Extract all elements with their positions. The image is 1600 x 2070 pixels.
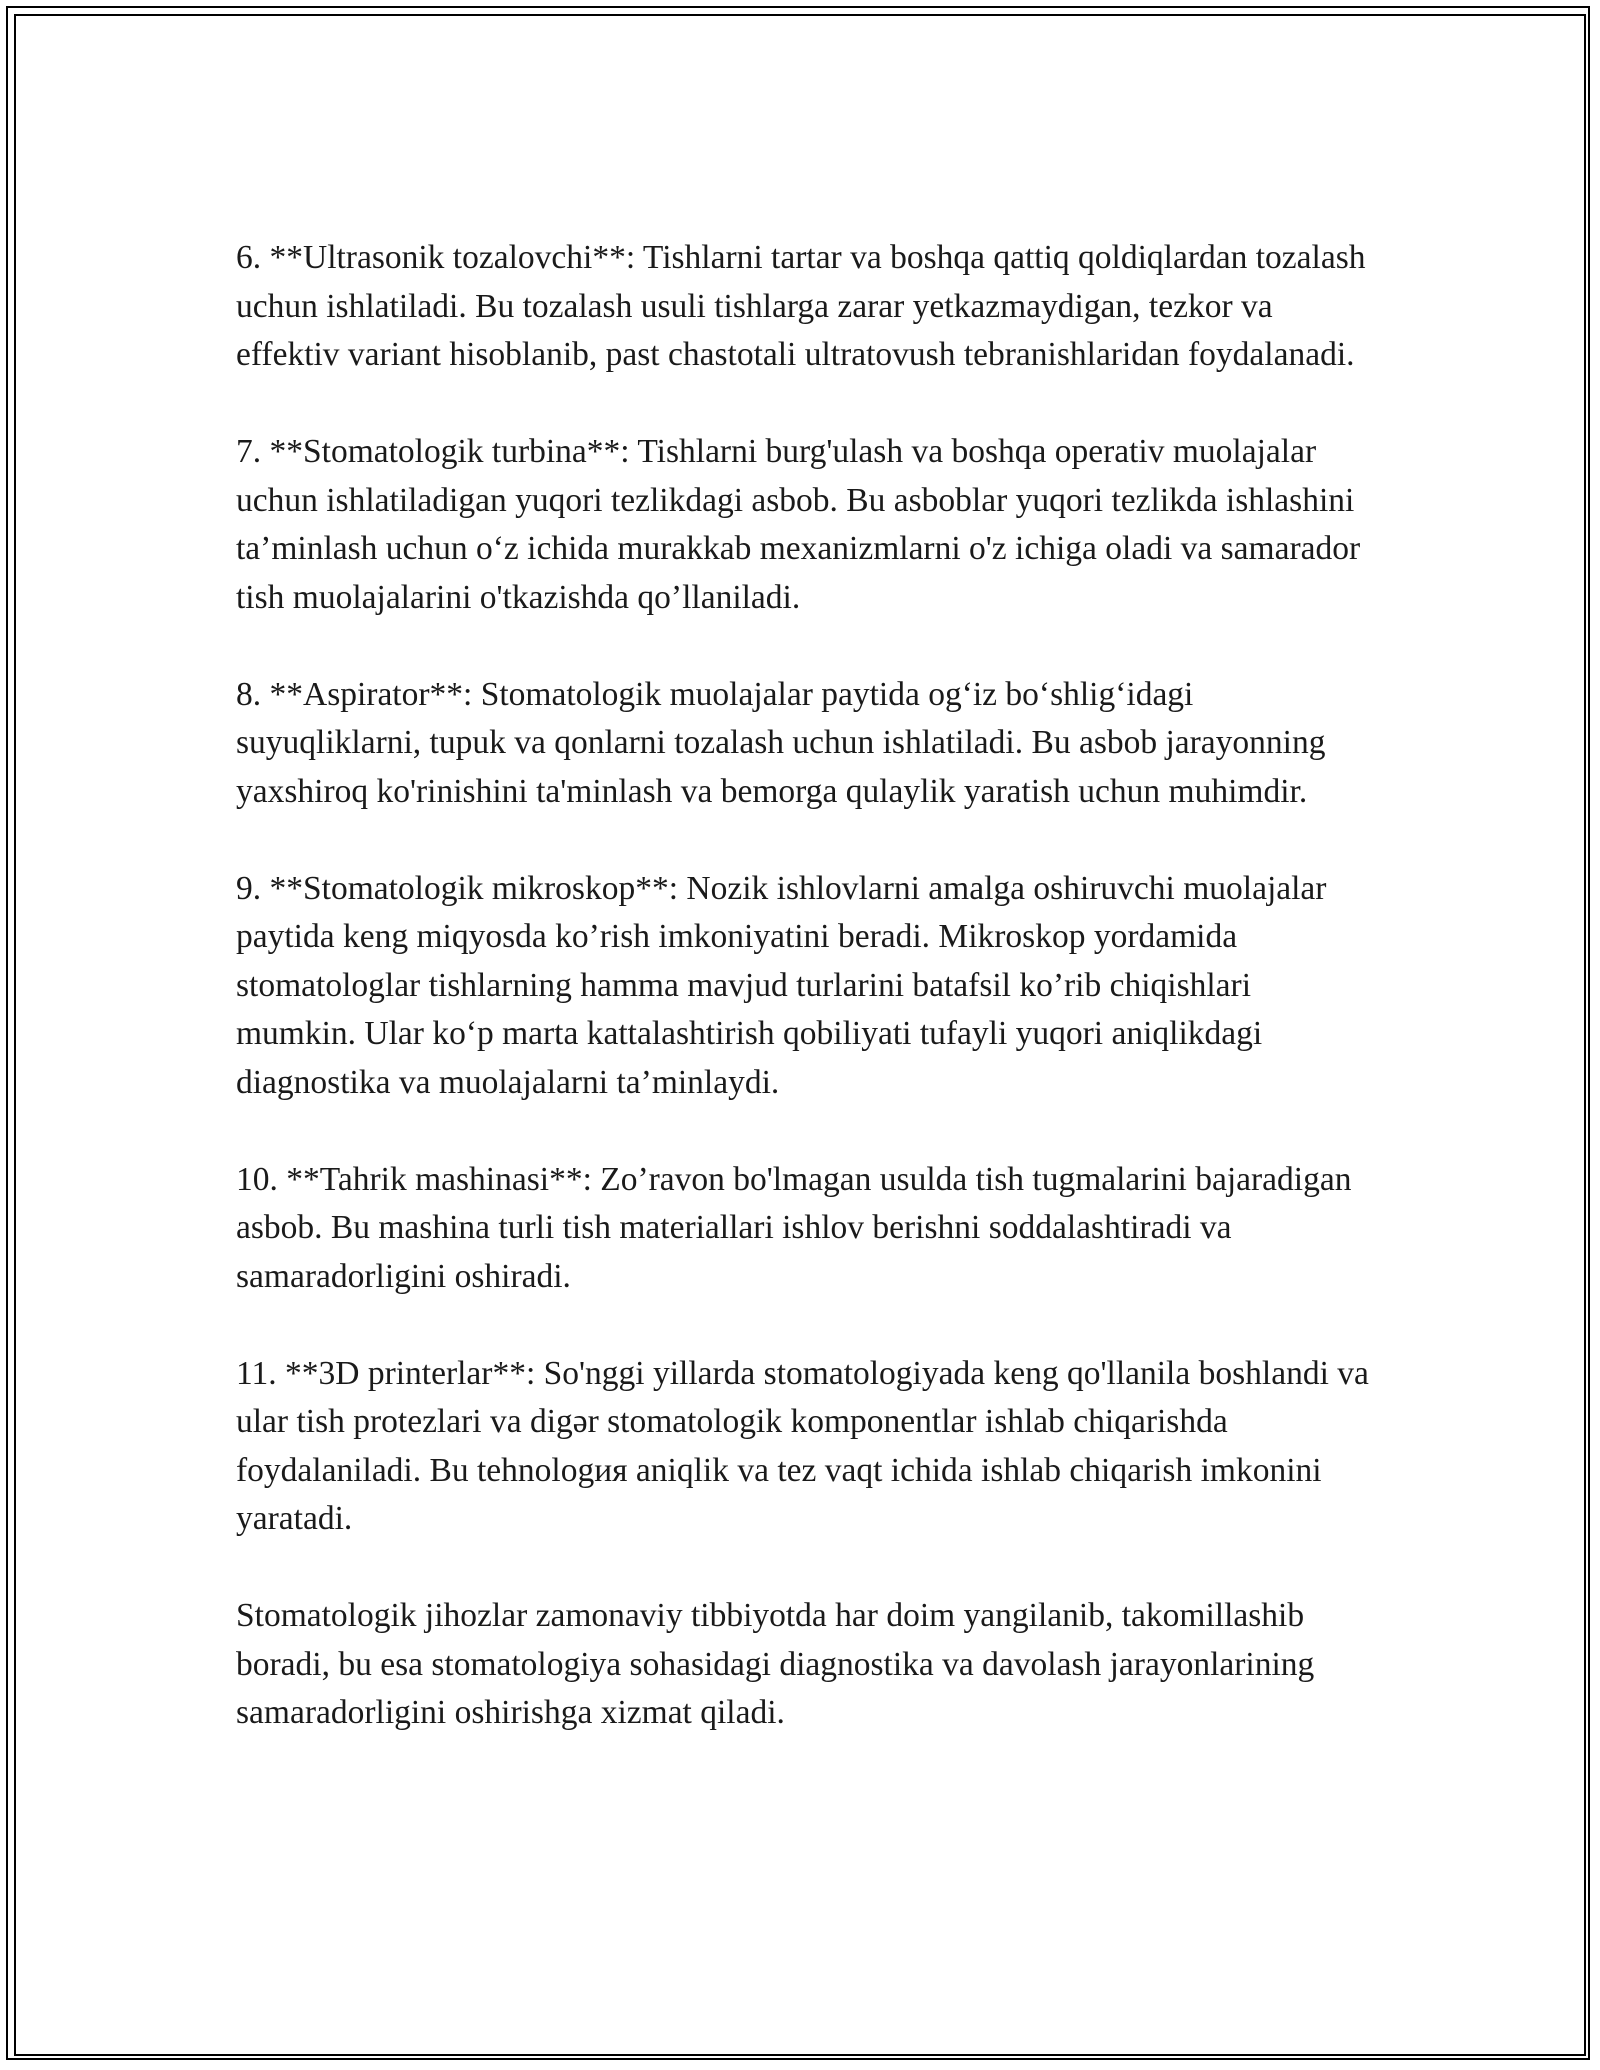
paragraph-tahrik-machine: 10. **Tahrik mashinasi**: Zo’ravon bo'lmagan usulda tish tugmalarini bajaradigan asbob. Bu mashina turli tish materiallari ishlov berishni soddalashtiradi va samaradorligini oshiradi. (236, 1160, 1352, 1295)
paragraph-3d-printers: 11. **3D printerlar**: So'nggi yillarda stomatologiyada keng qo'llanila boshlandi va ular tish protezlari va digər stomatologik komponentlar ishlab chiqarishda foydalaniladi. Bu tehnologия aniqlik va tez vaqt ichida ishlab chiqarish imkonini yaratadi. (236, 1354, 1369, 1537)
paragraph-ultrasonic-cleaner: 6. **Ultrasonik tozalovchi**: Tishlarni tartar va boshqa qattiq qoldiqlardan tozalash uchun ishlatiladi. Bu tozalash usuli tishlarga zarar yetkazmaydigan, tezkor va effektiv variant hisoblanib, past chastotali ultratovush tebranishlaridan foydalanadi. (236, 239, 1366, 373)
paragraph-dental-turbine: 7. **Stomatologik turbina**: Tishlarni burg'ulash va boshqa operativ muolajalar uchun ishlatiladigan yuqori tezlikdagi asbob. Bu asboblar yuqori tezlikda ishlashini ta’minlash uchun o‘z ichida murakkab mexanizmlarni o'z ichiga oladi va samarador tish muolajalarini o'tkazishda qo’llaniladi. (236, 433, 1361, 616)
document-body (236, 234, 1376, 1786)
paragraph-dental-microscope: 9. **Stomatologik mikroskop**: Nozik ishlovlarni amalga oshiruvchi muolajalar paytida keng miqyosda ko’rish imkoniyatini beradi. Mikroskop yordamida stomatologlar tishlarning hamma mavjud turlarini batafsil ko’rib chiqishlari mumkin. Ular ko‘p marta kattalashtirish qobiliyati tufayli yuqori aniqlikdagi diagnostika va muolajalarni ta’minlaydi. (236, 869, 1327, 1101)
paragraph-aspirator: 8. **Aspirator**: Stomatologik muolajalar paytida og‘iz bo‘shlig‘idagi suyuqliklarni, tupuk va qonlarni tozalash uchun ishlatiladi. Bu asbob jarayonning yaxshiroq ko'rinishini ta'minlash va bemorga qulaylik yaratish uchun muhimdir. (236, 675, 1326, 810)
paragraph-conclusion: Stomatologik jihozlar zamonaviy tibbiyotda har doim yangilanib, takomillashib boradi, bu esa stomatologiya sohasidagi diagnostika va davolash jarayonlarining samaradorligini oshirishga xizmat qiladi. (236, 1597, 1315, 1731)
